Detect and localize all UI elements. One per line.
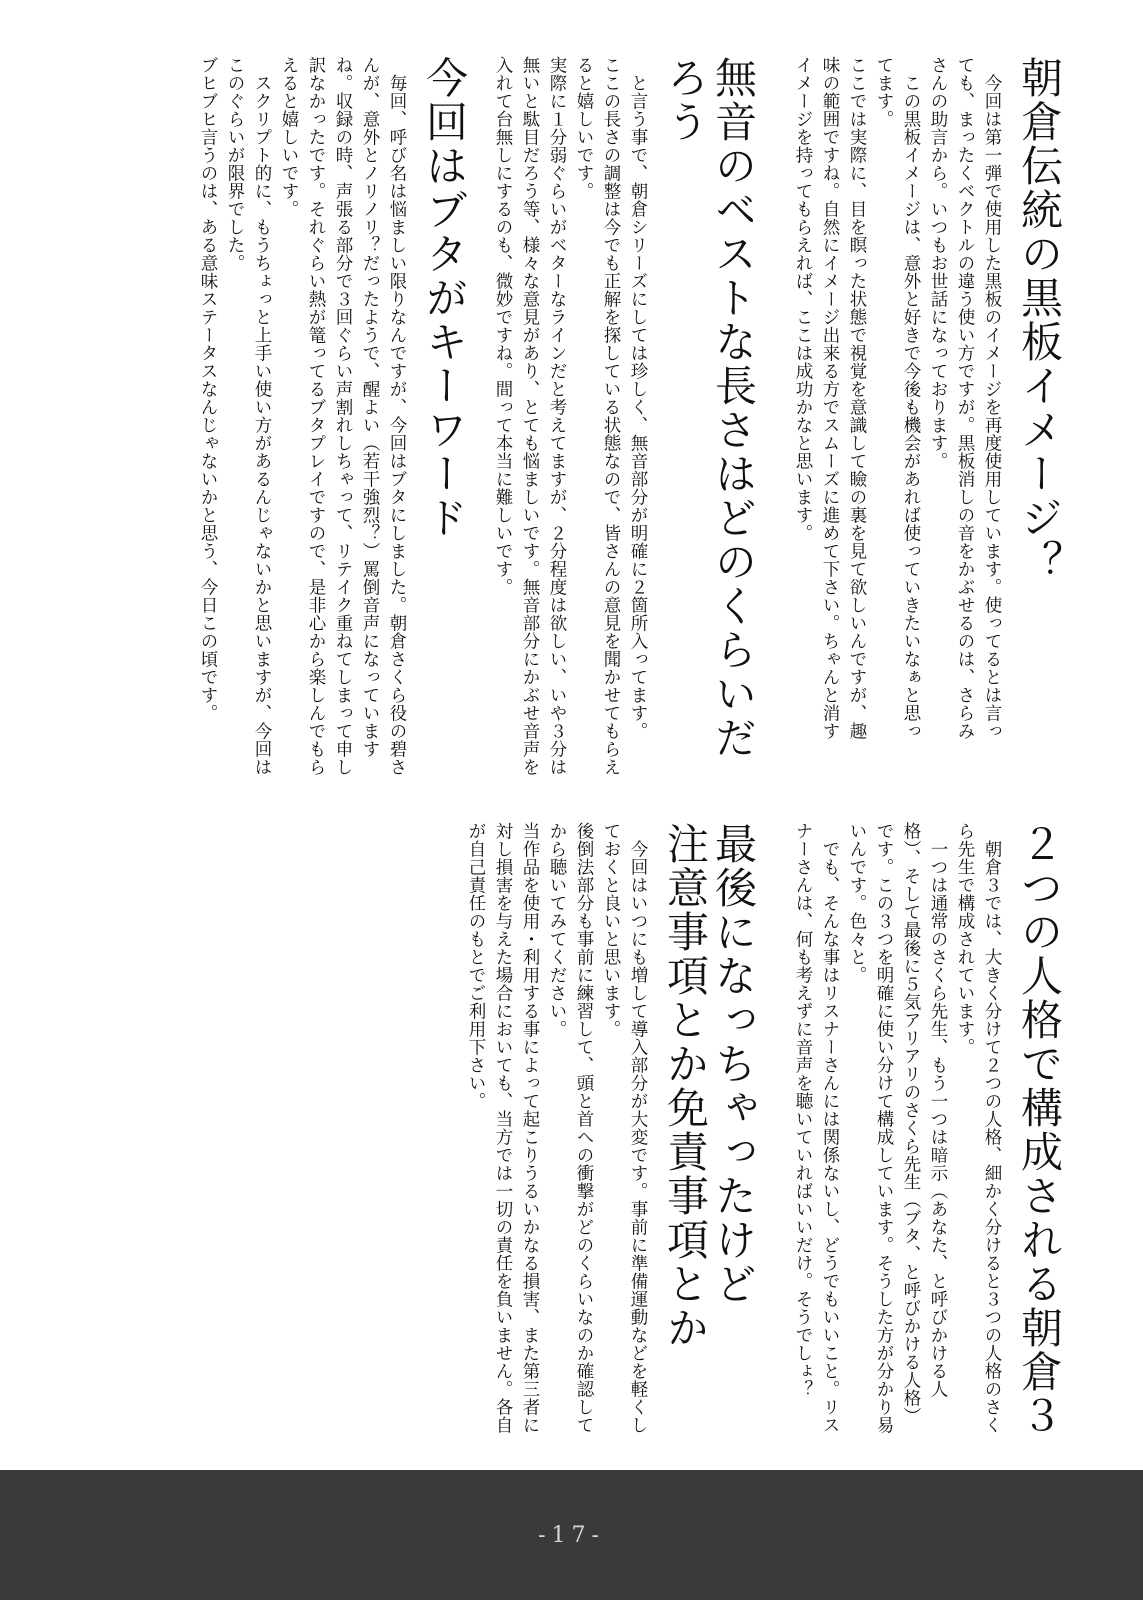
section-silence-length [489, 56, 757, 776]
section-heading: 今回はブタがキーワード [420, 56, 469, 540]
paragraph: 今回は第一弾で使用した黒板のイメージを再度使用しています。使ってるとは言っても、まったくベクトルの違う使い方ですが。黒板消しの音をかぶせるのは、さらみさんの助言から。いつもお世話になっております。 [928, 56, 1002, 740]
paragraph: この黒板イメージは、意外と好きで今後も機会があれば使っていきたいなぁと思ってます。 [874, 56, 921, 740]
paragraph: 後倒法部分も事前に練習して、頭と首への衝撃がどのくらいなのか確認してから聴いてみてください。 [547, 822, 594, 1434]
section-keyword [194, 56, 468, 776]
paragraph: でも、そんな事はリスナーさんには関係ないし、どうでもいいこと。リスナーさんは、何も考えずに音声を聴いていればいいだけ。そうでしょ？ [793, 822, 840, 1434]
paragraph: ここでは実際に、目を瞑った状態で視覚を意識して瞼の裏を見て欲しいんですが、趣味の範囲ですね。自然にイメージ出来る方でスムーズに進めて下さい。ちゃんと消すイメージを持ってもらえれば、ここは成功かなと思います。 [793, 56, 867, 740]
section-heading: 最後になっちゃったけど 注意事項とか免責事項とか [661, 822, 758, 1350]
page-number: -17- [538, 1522, 605, 1548]
paragraph: ブヒブヒ言うのは、ある意味ステータスなんじゃないかと思う、今日この頃です。 [198, 56, 218, 722]
section-two-personalities [789, 822, 1063, 1438]
paragraph: 実際に１分弱ぐらいがベターなラインだと考えてますが、２分程度は欲しい、いや３分は無いと駄目だろう等、様々な意見があり、とても悩ましいです。無音部分にかぶせ音声を入れて台無しにするのも、微妙ですね。間って本当に難しいです。 [493, 56, 567, 776]
section-heading: 無音のベストな長さはどのくらいだろう [661, 56, 758, 760]
page-footer [0, 1470, 1143, 1600]
paragraph: 朝倉３では、大きく分けて２つの人格、細かく分けると３つの人格のさくら先生で構成されています。 [955, 822, 1002, 1434]
paragraph: 今回はいつにも増して導入部分が大変です。事前に準備運動などを軽くしておくと良いと思います。 [601, 822, 648, 1434]
section-blackboard-image [789, 56, 1063, 746]
paragraph: 一つは通常のさくら先生、もう一つは暗示（あなた、と呼びかける人格）、そして最後に５気アリアリのさくら先生（ブタ、と呼びかける人格）です。この３つを明確に使い分けて構成しています。そうした方が分かり易いんです。色々と。 [847, 822, 948, 1434]
paragraph: 当作品を使用・利用する事によって起こりうるいかなる損害、また第三者に対し損害を与えた場合においても、当方では一切の責任を負いません。各自が自己責任のもとでご利用下さい。 [466, 822, 540, 1434]
paragraph: ここの長さの調整は今でも正解を探している状態なので、皆さんの意見を聞かせてもらえると嬉しいです。 [574, 56, 621, 776]
paragraph: スクリプト的に、もうちょっと上手い使い方があるんじゃないかと思いますが、今回はこのぐらいが限界でした。 [225, 56, 272, 776]
paragraph: と言う事で、朝倉シリーズにしては珍しく、無音部分が明確に２箇所入ってます。 [628, 73, 648, 740]
paragraph: 毎回、呼び名は悩ましい限りなんですが、今回はブタにしました。朝倉さくら役の碧さんが、意外とノリノリ？だったようで、醒よい（若干強烈？）罵倒音声になっていますね。収録の時、声張る部分で３回ぐらい声割れしちゃって、リテイク重ねてしまって申し訳なかったです。それぐらい熱が篭ってるブタプレイですので、是非心から楽しんでもらえると嬉しいです。 [279, 56, 407, 776]
section-disclaimer [462, 822, 757, 1438]
section-heading: ２つの人格で構成される朝倉３ [1015, 822, 1064, 1438]
section-heading: 朝倉伝統の黒板イメージ？ [1015, 56, 1064, 584]
